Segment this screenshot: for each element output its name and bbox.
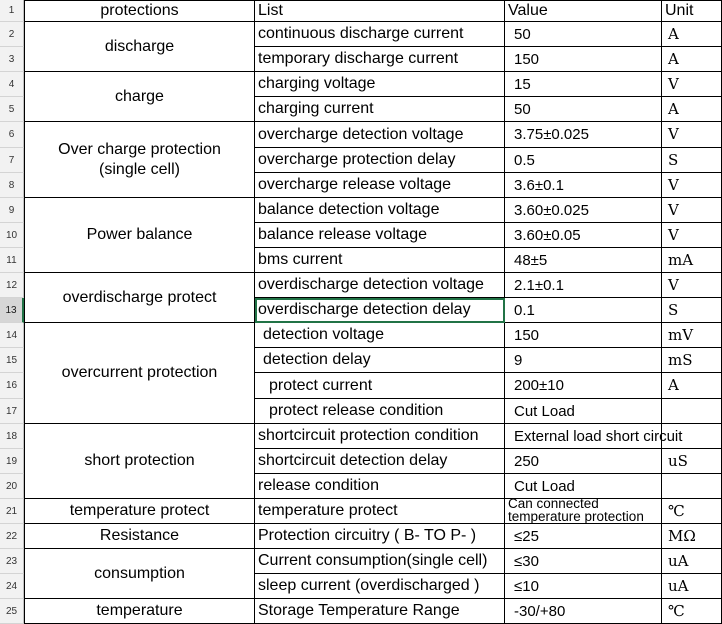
row-number[interactable]: 11: [0, 248, 24, 273]
unit-cell[interactable]: uA: [662, 574, 722, 599]
unit-cell[interactable]: V: [662, 198, 722, 223]
unit-cell[interactable]: mS: [662, 348, 722, 373]
unit-cell[interactable]: A: [662, 22, 722, 47]
row-number[interactable]: 15: [0, 348, 24, 373]
unit-cell[interactable]: A: [662, 373, 722, 399]
row-number[interactable]: 18: [0, 424, 24, 449]
unit-cell[interactable]: [662, 424, 722, 449]
list-cell[interactable]: sleep current (overdischarged ): [255, 574, 505, 599]
row-number[interactable]: 20: [0, 474, 24, 499]
category-cell[interactable]: temperature protect: [24, 499, 255, 524]
header-value[interactable]: Value: [505, 0, 662, 22]
list-cell[interactable]: release condition: [255, 474, 505, 499]
value-cell[interactable]: 15: [505, 72, 662, 97]
value-cell[interactable]: ≤30: [505, 549, 662, 574]
row-number[interactable]: 10: [0, 223, 24, 248]
value-cell[interactable]: 3.60±0.025: [505, 198, 662, 223]
value-cell[interactable]: 48±5: [505, 248, 662, 273]
row-number[interactable]: 3: [0, 47, 24, 72]
list-cell[interactable]: detection voltage: [255, 323, 505, 348]
row-number[interactable]: 16: [0, 373, 24, 399]
list-cell[interactable]: detection delay: [255, 348, 505, 373]
category-cell[interactable]: temperature: [24, 599, 255, 624]
row-number[interactable]: 2: [0, 22, 24, 47]
list-cell[interactable]: charging current: [255, 97, 505, 122]
value-cell[interactable]: 3.60±0.05: [505, 223, 662, 248]
value-cell[interactable]: Cut Load: [505, 474, 662, 499]
unit-cell[interactable]: S: [662, 148, 722, 173]
value-cell[interactable]: 50: [505, 22, 662, 47]
value-cell[interactable]: External load short circuit: [505, 424, 662, 449]
unit-cell[interactable]: mA: [662, 248, 722, 273]
value-cell[interactable]: 2.1±0.1: [505, 273, 662, 298]
unit-cell[interactable]: A: [662, 97, 722, 122]
list-cell[interactable]: protect current: [255, 373, 505, 399]
unit-cell[interactable]: MΩ: [662, 524, 722, 549]
row-number[interactable]: 19: [0, 449, 24, 474]
category-cell[interactable]: overcurrent protection: [24, 323, 255, 424]
value-cell[interactable]: 0.5: [505, 148, 662, 173]
value-cell[interactable]: ≤25: [505, 524, 662, 549]
value-cell[interactable]: 50: [505, 97, 662, 122]
list-cell[interactable]: temperature protect: [255, 499, 505, 524]
value-cell[interactable]: -30/+80: [505, 599, 662, 624]
row-number[interactable]: 8: [0, 173, 24, 198]
value-cell[interactable]: ≤10: [505, 574, 662, 599]
list-cell[interactable]: shortcircuit protection condition: [255, 424, 505, 449]
unit-cell[interactable]: S: [662, 298, 722, 323]
unit-cell[interactable]: [662, 399, 722, 424]
list-cell[interactable]: Storage Temperature Range: [255, 599, 505, 624]
list-cell[interactable]: balance detection voltage: [255, 198, 505, 223]
row-number[interactable]: 24: [0, 574, 24, 599]
row-number[interactable]: 1: [0, 0, 24, 22]
row-number[interactable]: 4: [0, 72, 24, 97]
list-cell[interactable]: overcharge release voltage: [255, 173, 505, 198]
category-cell[interactable]: short protection: [24, 424, 255, 499]
unit-cell[interactable]: ℃: [662, 599, 722, 624]
category-cell[interactable]: charge: [24, 72, 255, 122]
header-category[interactable]: protections: [24, 0, 255, 22]
value-cell[interactable]: 250: [505, 449, 662, 474]
unit-cell[interactable]: V: [662, 223, 722, 248]
value-cell[interactable]: 150: [505, 47, 662, 72]
unit-cell[interactable]: V: [662, 72, 722, 97]
unit-cell[interactable]: ℃: [662, 499, 722, 524]
list-cell[interactable]: overcharge detection voltage: [255, 122, 505, 148]
unit-cell[interactable]: mV: [662, 323, 722, 348]
unit-cell[interactable]: [662, 474, 722, 499]
header-list[interactable]: List: [255, 0, 505, 22]
list-cell[interactable]: charging voltage: [255, 72, 505, 97]
list-cell[interactable]: bms current: [255, 248, 505, 273]
header-unit[interactable]: Unit: [662, 0, 722, 22]
row-number[interactable]: 23: [0, 549, 24, 574]
row-number[interactable]: 22: [0, 524, 24, 549]
list-cell[interactable]: overcharge protection delay: [255, 148, 505, 173]
category-cell[interactable]: Power balance: [24, 198, 255, 273]
category-cell[interactable]: Resistance: [24, 524, 255, 549]
row-number[interactable]: 12: [0, 273, 24, 298]
value-cell[interactable]: Can connected temperature protection: [505, 499, 662, 524]
category-cell[interactable]: consumption: [24, 549, 255, 599]
value-cell[interactable]: 150: [505, 323, 662, 348]
row-number[interactable]: 21: [0, 499, 24, 524]
unit-cell[interactable]: V: [662, 173, 722, 198]
list-cell[interactable]: temporary discharge current: [255, 47, 505, 72]
row-number[interactable]: 13: [0, 298, 24, 323]
list-cell[interactable]: protect release condition: [255, 399, 505, 424]
row-number[interactable]: 17: [0, 399, 24, 424]
value-cell[interactable]: Cut Load: [505, 399, 662, 424]
row-number[interactable]: 25: [0, 599, 24, 624]
unit-cell[interactable]: V: [662, 122, 722, 148]
unit-cell[interactable]: uS: [662, 449, 722, 474]
value-cell[interactable]: 9: [505, 348, 662, 373]
value-cell[interactable]: 3.75±0.025: [505, 122, 662, 148]
category-cell[interactable]: overdischarge protect: [24, 273, 255, 323]
row-number[interactable]: 6: [0, 122, 24, 148]
value-cell[interactable]: 0.1: [505, 298, 662, 323]
row-number[interactable]: 5: [0, 97, 24, 122]
category-cell[interactable]: Over charge protection (single cell): [24, 122, 255, 198]
row-number[interactable]: 9: [0, 198, 24, 223]
list-cell[interactable]: overdischarge detection delay: [255, 298, 505, 323]
list-cell[interactable]: balance release voltage: [255, 223, 505, 248]
value-cell[interactable]: 3.6±0.1: [505, 173, 662, 198]
row-number[interactable]: 7: [0, 148, 24, 173]
category-cell[interactable]: discharge: [24, 22, 255, 72]
row-number[interactable]: 14: [0, 323, 24, 348]
value-cell[interactable]: 200±10: [505, 373, 662, 399]
unit-cell[interactable]: uA: [662, 549, 722, 574]
list-cell[interactable]: overdischarge detection voltage: [255, 273, 505, 298]
list-cell[interactable]: Current consumption(single cell): [255, 549, 505, 574]
unit-cell[interactable]: A: [662, 47, 722, 72]
list-cell[interactable]: shortcircuit detection delay: [255, 449, 505, 474]
list-cell[interactable]: continuous discharge current: [255, 22, 505, 47]
unit-cell[interactable]: V: [662, 273, 722, 298]
list-cell[interactable]: Protection circuitry ( B- TO P- ): [255, 524, 505, 549]
